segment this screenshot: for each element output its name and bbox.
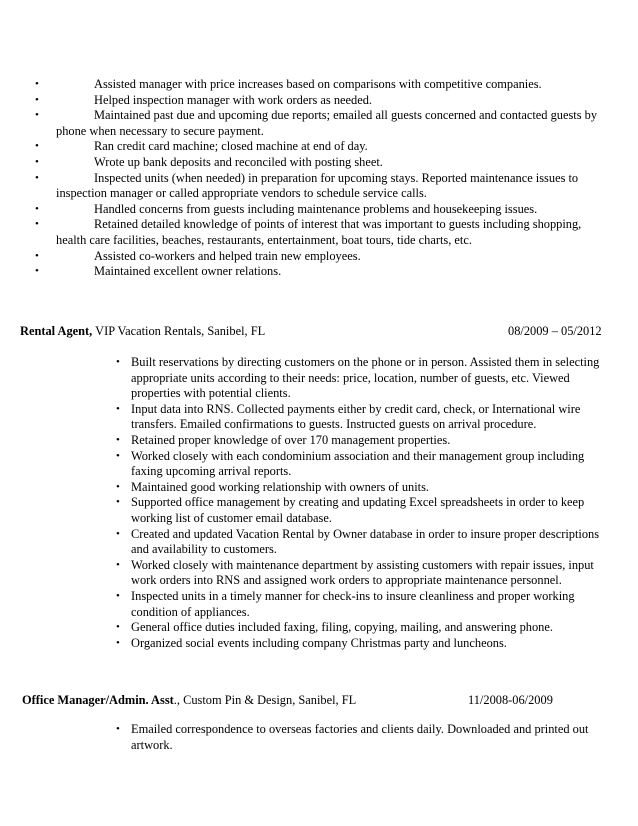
bullet-icon: • xyxy=(35,109,39,122)
list-item xyxy=(0,202,638,218)
list-item xyxy=(0,139,638,155)
list-item xyxy=(0,249,638,265)
list-item-text: Ran credit card machine; closed machine at end of day. xyxy=(94,139,368,154)
rental-agent-header xyxy=(20,324,610,340)
list-item xyxy=(116,479,613,496)
list-item xyxy=(116,635,613,652)
list-item-text: Maintained good working relationship with owners of units. xyxy=(131,479,430,494)
list-item-text: Created and updated Vacation Rental by Owner database in order to insure proper descriptions and availability to customers. xyxy=(131,526,600,557)
bullet-icon: • xyxy=(116,527,120,540)
list-item xyxy=(0,155,638,171)
list-item-text: Retained detailed knowledge of points of interest that was important to guests including shopping, health care facilities, beaches, restaurants, entertainment, boat tours, tide charts, etc. xyxy=(56,217,582,247)
list-item xyxy=(0,217,638,248)
list-item-text: Supported office management by creating and updating Excel spreadsheets in order to keep working list of customer email database. xyxy=(131,495,585,525)
office-manager-header xyxy=(22,693,612,709)
bullet-icon: • xyxy=(35,155,39,168)
bullet-icon: • xyxy=(116,480,120,493)
list-item xyxy=(116,495,613,526)
list-item-text: Worked closely with maintenance department by assisting customers with repair issues, input work orders into RNS and assigned work orders to appropriate maintenance personnel. xyxy=(131,557,594,588)
bullet-icon: • xyxy=(35,202,39,215)
list-item xyxy=(0,171,638,202)
list-item-text: Wrote up bank deposits and reconciled with posting sheet. xyxy=(94,154,383,169)
list-item xyxy=(116,448,613,480)
list-item-text: Assisted manager with price increases based on comparisons with competitive companies. xyxy=(94,77,542,91)
list-item-text: Handled concerns from guests including maintenance problems and housekeeping issues. xyxy=(94,201,538,216)
bullet-icon: • xyxy=(116,402,120,415)
list-item xyxy=(116,401,613,433)
bullet-icon: • xyxy=(35,140,39,153)
bullet-icon: • xyxy=(35,78,39,90)
list-item-text: Maintained excellent owner relations. xyxy=(94,264,282,279)
list-item-text: Worked closely with each condominium association and their management group including faxing upcoming arrival reports. xyxy=(131,448,585,479)
list-item-text: Organized social events including company Christmas party and luncheons. xyxy=(131,635,507,650)
list-item-text: Helped inspection manager with work orders as needed. xyxy=(94,92,373,107)
list-item xyxy=(0,93,638,109)
rental-agent-dates: 08/2009 – 05/2012 xyxy=(508,324,602,338)
bullet-icon: • xyxy=(35,218,39,231)
rental-agent-bullets xyxy=(116,355,613,651)
list-item-text: Inspected units (when needed) in preparation for upcoming stays. Reported maintenance issues to inspection manager or called appropriate vendors to schedule service calls. xyxy=(56,170,579,201)
list-item-text: Maintained past due and upcoming due reports; emailed all guests concerned and contacted guests by phone when necessary to secure payment. xyxy=(56,108,598,138)
list-item-text: Input data into RNS. Collected payments either by credit card, check, or International wire transfers. Emailed confirmations to guests. Instructed guests on arrival procedure. xyxy=(131,401,581,432)
bullet-icon: • xyxy=(35,171,39,184)
bullet-icon: • xyxy=(35,93,39,106)
office-manager-title-line xyxy=(22,693,356,709)
list-item xyxy=(116,526,613,558)
bullet-icon: • xyxy=(116,449,120,462)
list-item-text: Emailed correspondence to overseas factories and clients daily. Downloaded and printed out artwork. xyxy=(131,722,589,752)
list-item xyxy=(0,77,638,93)
list-item xyxy=(116,620,613,636)
office-manager-bullets xyxy=(116,722,613,753)
list-item-text: General office duties included faxing, filing, copying, mailing, and answering phone. xyxy=(131,620,553,635)
rental-agent-employer: VIP Vacation Rentals, Sanibel, FL xyxy=(92,324,266,338)
list-item-text: Built reservations by directing customers on the phone or in person. Assisted them in selecting appropriate units according to their needs: price, location, number of guests, etc. Viewed properties with potential clients. xyxy=(131,355,600,401)
list-item-text: Assisted co-workers and helped train new employees. xyxy=(94,248,361,263)
bullet-icon: • xyxy=(116,723,120,735)
bullet-icon: • xyxy=(116,589,120,602)
bullet-icon: • xyxy=(116,558,120,571)
bullet-icon: • xyxy=(116,433,120,446)
office-manager-employer: ., Custom Pin & Design, Sanibel, FL xyxy=(173,693,357,707)
rental-agent-title: Rental Agent, xyxy=(20,324,93,338)
bullet-icon: • xyxy=(35,265,39,278)
rental-agent-title-line xyxy=(20,324,265,340)
bullet-icon: • xyxy=(35,249,39,262)
bullet-icon: • xyxy=(116,636,120,649)
list-item xyxy=(116,432,613,449)
bullet-icon: • xyxy=(116,621,120,634)
list-item xyxy=(0,264,638,280)
list-item xyxy=(116,722,613,753)
bullet-icon: • xyxy=(116,496,120,509)
office-manager-title: Office Manager/Admin. Asst xyxy=(22,693,174,707)
list-item-text: Retained proper knowledge of over 170 management properties. xyxy=(131,432,451,447)
office-manager-dates: 11/2008-06/2009 xyxy=(468,693,553,707)
list-item xyxy=(116,355,613,402)
list-item xyxy=(116,588,613,620)
list-item xyxy=(0,108,638,139)
duties-list xyxy=(0,77,638,280)
list-item-text: Inspected units in a timely manner for check-ins to insure cleanliness and proper working condition of appliances. xyxy=(131,588,575,619)
list-item xyxy=(116,557,613,589)
bullet-icon: • xyxy=(116,356,120,368)
